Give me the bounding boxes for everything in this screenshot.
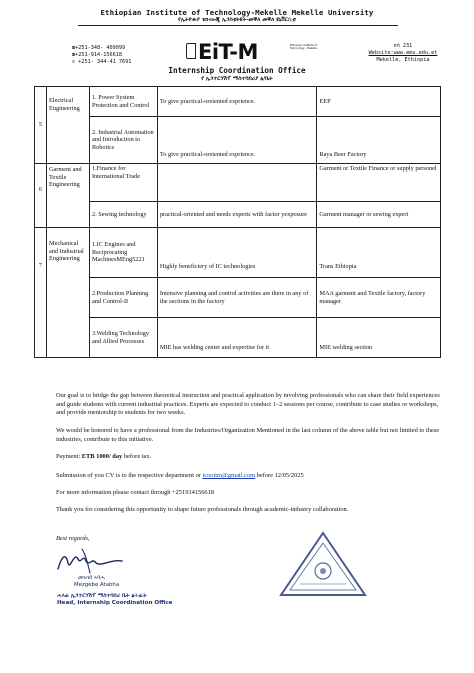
payment-amount: ETB 1000/ day	[81, 453, 123, 460]
signature-block	[52, 535, 212, 615]
phone-1: ☎+251-348- 409099	[72, 45, 126, 51]
logo-text: EiT-M	[198, 40, 258, 64]
department-cell: Garment and Textile Engineering	[46, 164, 89, 228]
course-cell: 3.Welding Technology and Allied Processes	[89, 318, 157, 358]
submission-suffix: before 12/05/2025	[255, 472, 304, 479]
signer-name-english: Mezgebe Atabha	[74, 581, 120, 588]
courses-table	[34, 86, 441, 358]
goal-paragraph: Our goal is to bridge the gap between theoretical instruction and practical application by involving professionals who can share their field experiences and guide students with current industrial practices. Experts are expected to conduct 1–2 sessions per course, contribute to case studies or workshops, and provide mentorship to students for two weeks.	[56, 392, 440, 417]
website-link[interactable]: Website:www.emu.edu.et	[368, 50, 438, 56]
office-title: Internship Coordination Office	[168, 66, 306, 75]
honored-paragraph: We would be honored to have a professional from the Industries/Organization Mentioned in the last column of the above table but not limited to these industries, contribute to this initiative.	[56, 427, 440, 443]
contact-web	[358, 43, 448, 64]
payment-suffix: before tax.	[122, 453, 152, 460]
course-cell: 1.Finance for International Trade	[89, 164, 157, 202]
justification-cell	[157, 164, 316, 202]
course-cell: 2. Sewing technology	[89, 202, 157, 228]
header-divider	[78, 25, 398, 26]
triangular-office-seal	[278, 530, 368, 598]
department-cell: Electrical Engineering	[46, 87, 89, 164]
justification-cell: To give practical-oreiented exprience.	[157, 87, 316, 117]
course-cell: 2.Production Planning and Control-II	[89, 278, 157, 318]
eit-logo	[186, 40, 316, 64]
logo-subtitle: Ethiopian Institute of Technology - Mekelle	[290, 44, 318, 51]
submission-prefix: Submission of you CV is to the respective department or	[56, 472, 203, 479]
course-cell: 2. Industrial Automation and Introduction to Robotics	[89, 117, 157, 164]
department-cell: Mechanical and Industrial Engineering	[46, 228, 89, 358]
justification-cell: Highly beneficiery of IC technologies	[157, 228, 316, 278]
phone-2: ☎+251-914-156618	[72, 52, 122, 58]
table-row	[35, 164, 441, 202]
office-title-amharic: የ ኢንተርንሽፕ ማስተባበሪያ ፅ/ቤት	[201, 76, 273, 82]
stamp-amharic: ሓላፊ ኢንተርንሽፕ ማስተባበሪ ቤት ፅሕፈት	[57, 593, 147, 599]
row-number: 7	[35, 228, 47, 358]
office-stamp	[57, 593, 172, 607]
table-row	[35, 228, 441, 278]
row-number: 5	[35, 87, 47, 164]
closing: Best regards,	[56, 535, 90, 542]
payment-prefix: Payment:	[56, 453, 82, 460]
table-row	[35, 117, 441, 164]
institution-cell: Raya Beer Factory	[317, 117, 441, 164]
table-row	[35, 87, 441, 117]
payment-line	[56, 453, 448, 462]
fax: ✆ +251- 344-41 7691	[72, 59, 132, 65]
city: Mekelle, Ethiopia	[376, 57, 430, 63]
institution-cell: MAA garment and Textile factory, factory manager	[317, 278, 441, 318]
stamp-english: Head, Internship Coordination Office	[57, 600, 173, 606]
contact-phones	[72, 45, 131, 66]
course-cell: 1.IC Engines and Reciprocating MachinesMEng5221	[89, 228, 157, 278]
course-cell: 1. Power System Protection and Control	[89, 87, 157, 117]
table-row	[35, 278, 441, 318]
po-box: በሳ 231	[393, 43, 413, 49]
justification-cell: MIE has welding center and expertise for it	[157, 318, 316, 358]
contact-line: For more information please contact through +251914156618	[56, 489, 215, 496]
table-row	[35, 318, 441, 358]
row-number: 6	[35, 164, 47, 228]
institution-cell: Garment or Textile Finance or supply personel	[317, 164, 441, 202]
signer-name-amharic: መዝገበ ኣባሓ	[78, 575, 105, 581]
logo-bracket-icon	[186, 43, 196, 59]
thanks-line: Thank you for considering this opportunity to shape future professionals through academic-industry collaboration.	[56, 506, 349, 513]
institute-name: Ethiopian Institute of Technology-Mekelle Mekelle University	[100, 8, 374, 17]
submission-email-link[interactable]: icooitm@gmail.com	[202, 472, 256, 479]
institution-cell: Trans Ethiopia	[317, 228, 441, 278]
institution-cell: EEP	[317, 87, 441, 117]
justification-cell: To give practical-oreiented exprience.	[157, 117, 316, 164]
justification-cell: Intensive planning and control activities are there in any of the sections in the factory	[157, 278, 316, 318]
institute-name-amharic: የኢትዮጵያ ቴክኖሎጂ ኢንስቲትዩት-መቐለ መቐለ ዩኒቨርሲቲ	[178, 17, 296, 23]
submission-line	[56, 472, 448, 481]
justification-cell: practical-oriented and needs experts with factor yexposure	[157, 202, 316, 228]
signer-name	[62, 575, 119, 588]
institution-cell: Garment manager or sewing expert	[317, 202, 441, 228]
table-row	[35, 202, 441, 228]
institution-cell: MIE welding section	[317, 318, 441, 358]
